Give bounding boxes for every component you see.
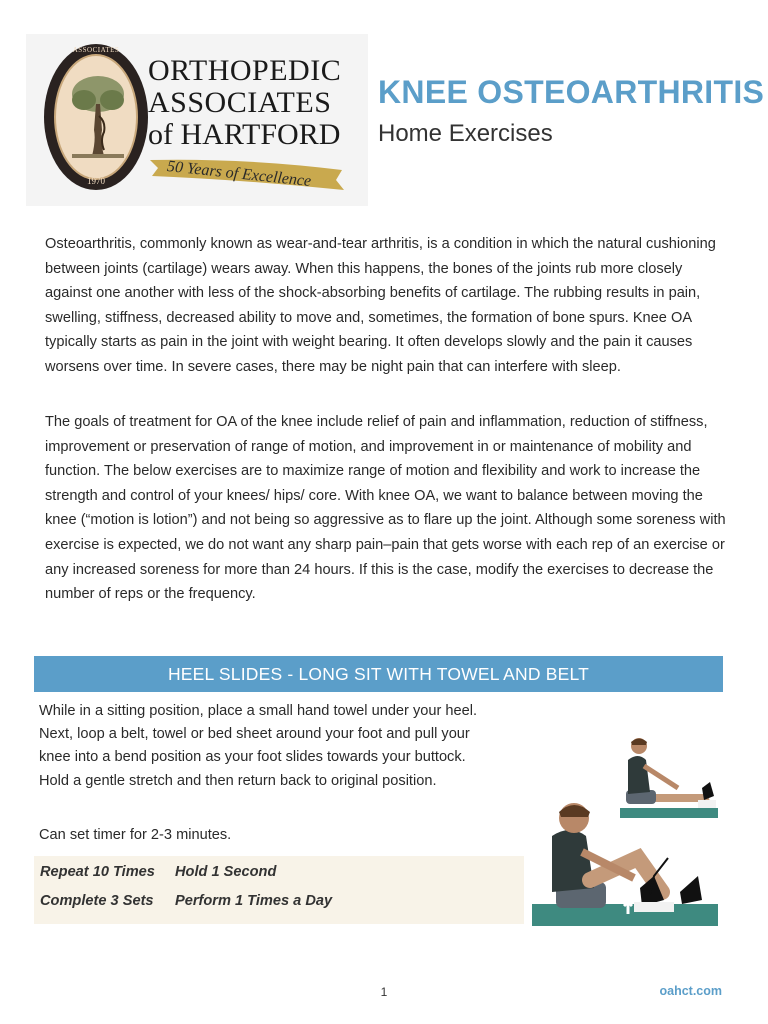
tree-icon: [66, 70, 130, 162]
organization-logo: [26, 34, 368, 206]
document-subtitle: Home Exercises: [378, 120, 553, 147]
page-number: 1: [380, 985, 388, 999]
intro-paragraph-2: The goals of treatment for OA of the knee include relief of pain and inflammation, reduction of stiffness, improvement or preservation of range of motion, and improvement in or maintenance of mobility and function. The below exercises are to maximize range of motion and flexibility and work to increase the strength and control of your knees/ hips/ core. With knee OA, we want to balance between moving the knee (“motion is lotion”) and not being so aggressive as to flare up the joint. Although some soreness with exercise is expected, we do not want any sharp pain–pain that gets worse with each rep of an exercise or any increased soreness for more than 24 hours. If this is the case, modify the exercises to decrease the number of reps or the frequency.: [45, 414, 726, 603]
exercise-photo-end: [530, 796, 720, 928]
param-frequency: Perform 1 Times a Day: [175, 893, 333, 909]
seal-text: ASSOCIATES: [72, 46, 120, 54]
exercise-section-header: [34, 656, 723, 692]
website-link[interactable]: oahct.com: [659, 984, 722, 998]
exercise-timer-note: Can set timer for 2-3 minutes.: [39, 827, 232, 843]
param-repeat: Repeat 10 Times: [40, 864, 155, 880]
logo-text-line2: ASSOCIATES: [148, 86, 332, 119]
logo-seal: [44, 44, 148, 190]
logo-text-line1: ORTHOPEDIC: [148, 54, 342, 87]
intro-paragraph-1: Osteoarthritis, commonly known as wear-and-tear arthritis, is a condition in which the natural cushioning between joints (cartilage) wears away. When this happens, the bones of the joints rub more closely against one another with less of the shock-absorbing benefits of cartilage. The rubbing results in pain, swelling, stiffness, decreased ability to move and, sometimes, the formation of bone spurs. Knee OA typically starts as pain in the joint with weight bearing. It often develops slowly and the pain it causes worsens over time. In severe cases, there may be night pain that can interfere with sleep.: [45, 236, 716, 375]
exercise-title: HEEL SLIDES - LONG SIT WITH TOWEL AND BELT: [167, 664, 590, 684]
param-sets: Complete 3 Sets: [40, 893, 154, 909]
logo-tagline: 50 Years of Excellence: [166, 158, 312, 191]
logo-text-line3: of HARTFORD: [148, 118, 341, 151]
param-hold: Hold 1 Second: [175, 864, 277, 880]
document-title: KNEE OSTEOARTHRITIS: [378, 74, 765, 110]
seal-year: 1970: [87, 176, 105, 186]
exercise-parameters: [34, 856, 524, 924]
exercise-description: While in a sitting position, place a small hand towel under your heel. Next, loop a belt, towel or bed sheet around your foot and pull your knee into a bend position as your foot slides towards your buttock. Hold a gentle stretch and then return back to original position.: [39, 703, 478, 789]
